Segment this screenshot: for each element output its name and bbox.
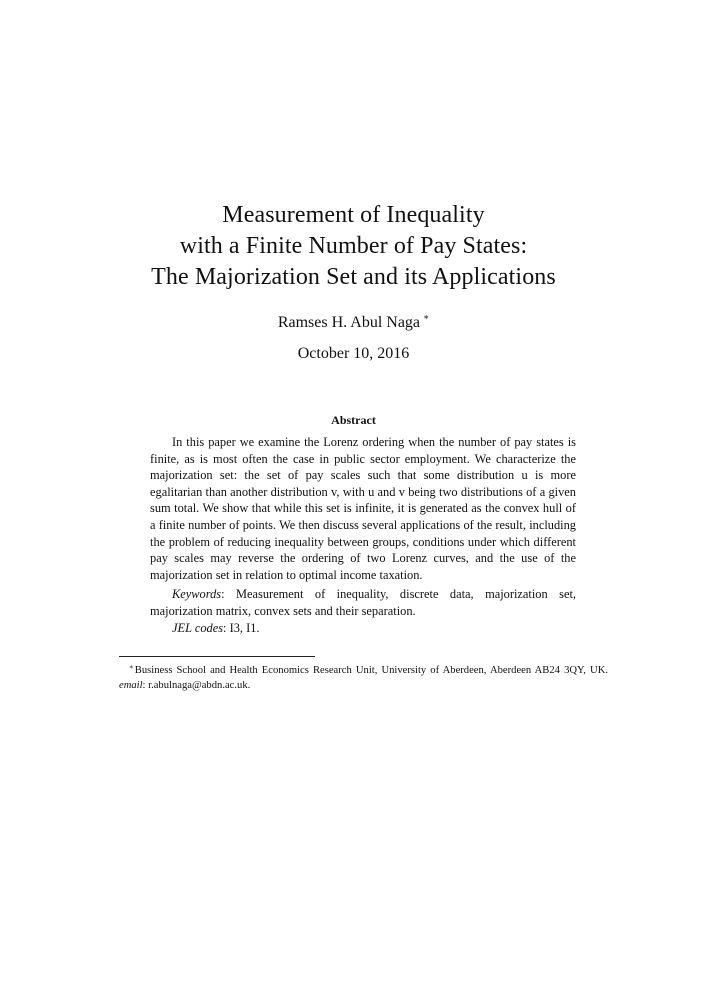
title-line-1: Measurement of Inequality [222, 202, 485, 228]
title-line-3: The Majorization Set and its Applications [151, 264, 556, 290]
author-name: Ramses H. Abul Naga [277, 314, 421, 331]
title-line-2: with a Finite Number of Pay States: [179, 233, 528, 259]
author-line [0, 307, 707, 333]
footnote [119, 660, 608, 694]
footnote-email: : r.abulnaga@abdn.ac.uk. [142, 679, 251, 691]
footnote-text: Business School and Health Economics Research Unit, University of Aberdeen, Aberdeen AB24 3QY, UK. [134, 665, 608, 676]
paper-date: October 10, 2016 [297, 345, 410, 362]
author-footnote-mark: ∗ [423, 312, 430, 322]
keywords-label: Keywords [172, 587, 222, 602]
footnote-email-label: email [119, 679, 143, 691]
footnote-mark: ∗ [129, 663, 134, 671]
footnote-rule [119, 656, 315, 657]
jel-line [150, 620, 576, 637]
footnote-paragraph [119, 660, 608, 694]
jel-text: : I3, I1. [223, 620, 260, 635]
keywords-line [150, 586, 576, 619]
paper-title [0, 200, 707, 293]
keywords-text: : Measurement of inequality, discrete data, majorization set, majorization matrix, convex sets and their separation. [150, 587, 576, 618]
abstract-heading: Abstract [331, 413, 376, 427]
jel-label: JEL codes [172, 620, 224, 635]
abstract-section [150, 434, 576, 636]
abstract-body: In this paper we examine the Lorenz ordering when the number of pay states is finite, as is most often the case in public sector employment. We characterize the majorization set: the set of pay scales such that some distribution u is more egalitarian than another distribution v, with u and v being two distributions of a given sum total. We show that while this set is infinite, it is generated as the convex hull of a finite number of points. We then discuss several applications of the result, including the problem of reducing inequality between groups, conditions under which different pay scales may reverse the ordering of two Lorenz curves, and the use of the majorization set in relation to optimal income taxation. [150, 435, 576, 582]
